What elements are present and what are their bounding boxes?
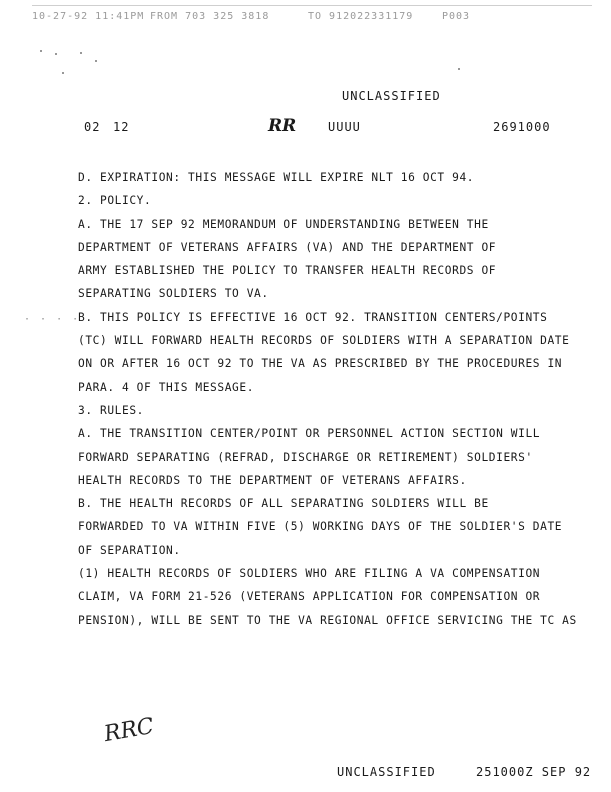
scan-speck bbox=[80, 52, 82, 54]
message-line: PARA. 4 OF THIS MESSAGE. bbox=[78, 380, 255, 394]
date-time-group: 251000Z SEP 92 bbox=[476, 765, 592, 779]
classification-marking-bottom: UNCLASSIFIED bbox=[337, 765, 436, 779]
scan-speck bbox=[55, 53, 57, 55]
message-line: 2. POLICY. bbox=[78, 194, 152, 208]
message-line: PENSION), WILL BE SENT TO THE VA REGIONAL OFFICE SERVICING THE TC AS bbox=[78, 613, 577, 627]
scan-speck bbox=[40, 50, 42, 52]
message-line: B. THE HEALTH RECORDS OF ALL SEPARATING SOLDIERS WILL BE bbox=[78, 497, 489, 511]
message-line: FORWARD SEPARATING (REFRAD, DISCHARGE OR RETIREMENT) SOLDIERS' bbox=[78, 450, 533, 464]
handwritten-precedence-mark: RR bbox=[268, 116, 297, 136]
message-line: DEPARTMENT OF VETERANS AFFAIRS (VA) AND THE DEPARTMENT OF bbox=[78, 240, 497, 254]
dtg-code: 2691000 bbox=[493, 120, 551, 134]
message-line: SEPARATING SOLDIERS TO VA. bbox=[78, 287, 269, 301]
message-line: ON OR AFTER 16 OCT 92 TO THE VA AS PRESCRIBED BY THE PROCEDURES IN bbox=[78, 357, 563, 371]
message-sequence-number: 02 bbox=[84, 120, 101, 134]
message-line: (TC) WILL FORWARD HEALTH RECORDS OF SOLDIERS WITH A SEPARATION DATE bbox=[78, 334, 570, 348]
message-body bbox=[78, 166, 578, 632]
message-page-number: 12 bbox=[113, 120, 130, 134]
message-line: (1) HEALTH RECORDS OF SOLDIERS WHO ARE FILING A VA COMPENSATION bbox=[78, 567, 541, 581]
fax-from-number: FROM 703 325 3818 bbox=[150, 11, 270, 22]
handwritten-initials: RRC bbox=[102, 713, 156, 748]
message-line: A. THE 17 SEP 92 MEMORANDUM OF UNDERSTANDING BETWEEN THE bbox=[78, 217, 489, 231]
scan-speck bbox=[62, 72, 64, 74]
message-line: 3. RULES. bbox=[78, 403, 145, 417]
message-line: OF SEPARATION. bbox=[78, 543, 181, 557]
fax-to-number: TO 912022331179 bbox=[308, 11, 414, 22]
header-rule bbox=[32, 5, 592, 6]
message-line: ARMY ESTABLISHED THE POLICY TO TRANSFER HEALTH RECORDS OF bbox=[78, 264, 497, 278]
scan-speck bbox=[95, 60, 97, 62]
margin-dots: · · · · bbox=[24, 314, 81, 325]
message-line: A. THE TRANSITION CENTER/POINT OR PERSONNEL ACTION SECTION WILL bbox=[78, 427, 541, 441]
fax-date-time: 10-27-92 11:41PM bbox=[32, 11, 145, 22]
message-line: FORWARDED TO VA WITHIN FIVE (5) WORKING DAYS OF THE SOLDIER'S DATE bbox=[78, 520, 563, 534]
message-line: D. EXPIRATION: THIS MESSAGE WILL EXPIRE NLT 16 OCT 94. bbox=[78, 171, 475, 184]
fax-page-number: P003 bbox=[442, 11, 471, 22]
message-line: CLAIM, VA FORM 21-526 (VETERANS APPLICATION FOR COMPENSATION OR bbox=[78, 590, 541, 604]
message-line: B. THIS POLICY IS EFFECTIVE 16 OCT 92. TRANSITION CENTERS/POINTS bbox=[78, 310, 548, 324]
scan-speck bbox=[458, 68, 460, 70]
message-line: HEALTH RECORDS TO THE DEPARTMENT OF VETERANS AFFAIRS. bbox=[78, 473, 467, 487]
classification-code: UUUU bbox=[328, 120, 361, 134]
classification-marking-top: UNCLASSIFIED bbox=[342, 89, 441, 103]
